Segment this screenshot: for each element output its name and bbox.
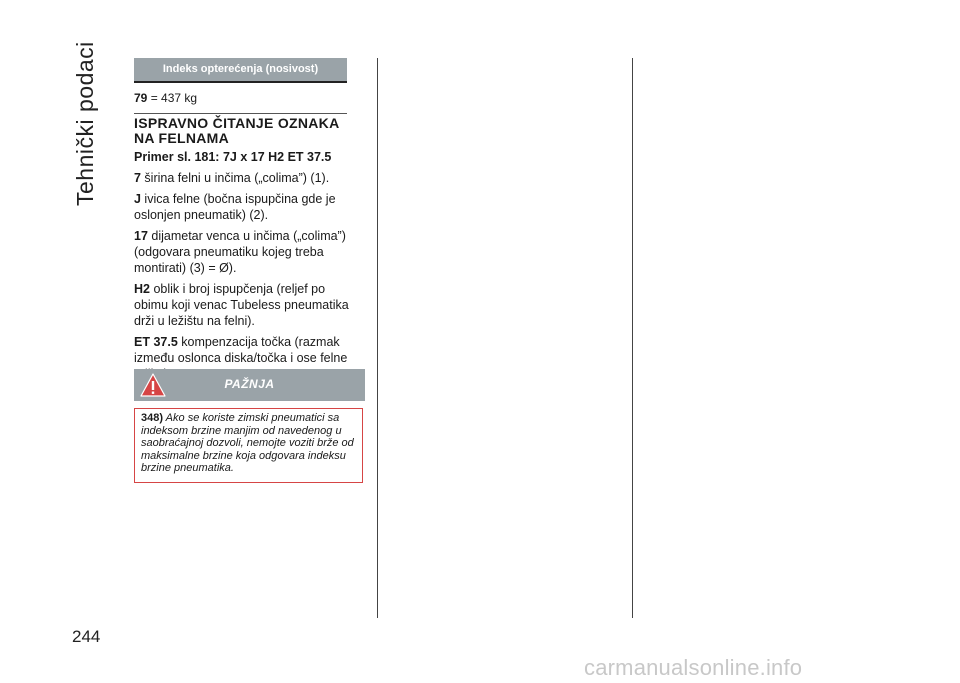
warning-text: Ako se koriste zimski pneumatici sa indeksom brzine manjim od navedenog u saobraćajnoj dozvoli, nemojte voziti brže od maksimalne brzine koja odgovara indeksu brzine pneumatika. bbox=[141, 412, 354, 474]
warning-header bbox=[134, 369, 365, 401]
warning-box bbox=[134, 408, 363, 483]
item-key: 17 bbox=[134, 229, 148, 243]
rim-example: Primer sl. 181: 7J x 17 H2 ET 37.5 bbox=[134, 150, 332, 164]
warning-number: 348) bbox=[141, 412, 164, 424]
load-index-value: = 437 kg bbox=[150, 91, 198, 105]
page-number: 244 bbox=[72, 627, 101, 646]
warning-title: PAŽNJA bbox=[224, 377, 275, 391]
list-item bbox=[134, 191, 356, 223]
item-key: 7 bbox=[134, 171, 141, 185]
load-index-table-header: Indeks opterećenja (nosivost) bbox=[134, 58, 347, 83]
heading-line-1: ISPRAVNO ČITANJE OZNAKA bbox=[134, 115, 340, 131]
list-item bbox=[134, 170, 356, 186]
watermark: carmanualsonline.info bbox=[584, 655, 803, 680]
item-key: J bbox=[134, 192, 141, 206]
list-item bbox=[134, 228, 356, 276]
item-text: ivica felne (bočna ispupčina gde je oslonjen pneumatik) (2). bbox=[134, 192, 336, 222]
item-text: oblik i broj ispupčenja (reljef po obimu koji venac Tubeless pneumatika drži u ležištu na felni). bbox=[134, 282, 349, 328]
item-text: širina felni u inčima („colima”) (1). bbox=[140, 171, 330, 185]
section-title bbox=[66, 36, 116, 226]
heading-line-2: NA FELNAMA bbox=[134, 130, 230, 146]
column-divider bbox=[377, 58, 378, 618]
section-title-text: Tehnički podaci bbox=[72, 41, 98, 206]
list-item bbox=[134, 281, 356, 329]
load-index-table bbox=[134, 58, 347, 114]
column-divider bbox=[632, 58, 633, 618]
load-index-table-row bbox=[134, 83, 347, 114]
item-text: kompenzacija točka (razmak između oslonca diska/točka i ose felne bbox=[134, 335, 348, 365]
rim-marking-heading bbox=[134, 116, 356, 146]
item-text: dijametar venca u inčima („colima”) (odgovara pneumatiku kojeg treba montirati) (3) = Ø). bbox=[134, 229, 346, 275]
item-key: ET 37.5 bbox=[134, 335, 178, 349]
item-key: H2 bbox=[134, 282, 150, 296]
load-index-key: 79 bbox=[134, 91, 148, 105]
rim-marking-section bbox=[134, 116, 356, 382]
